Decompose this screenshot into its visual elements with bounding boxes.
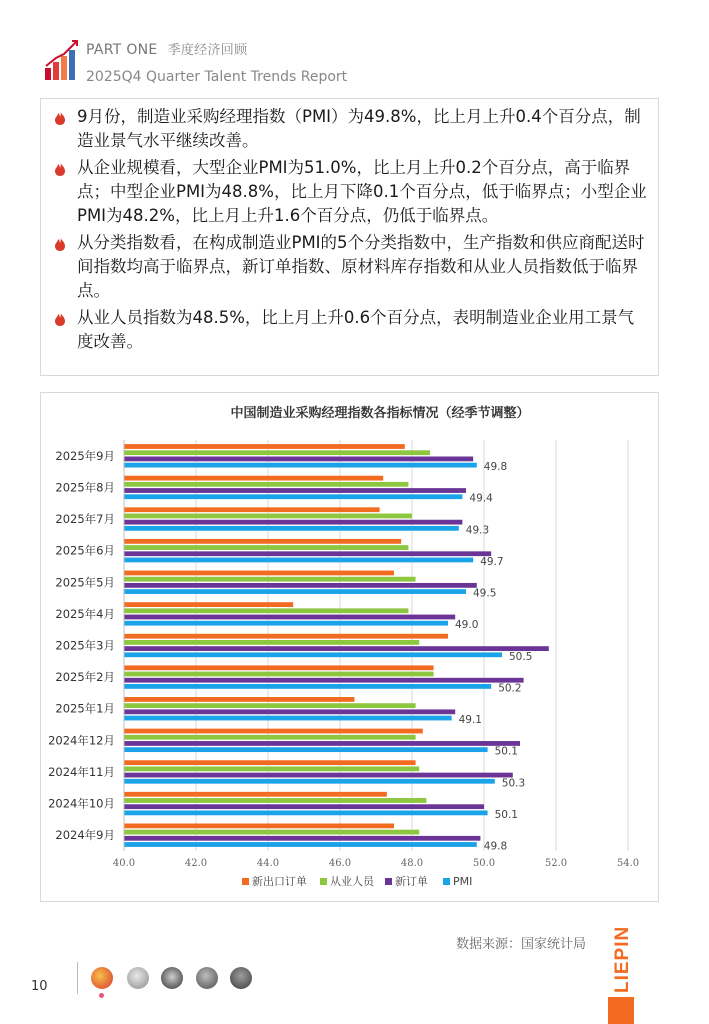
category-label: 2025年3月 (55, 638, 115, 653)
x-tick-label: 50.0 (472, 858, 496, 869)
x-tick-label: 42.0 (184, 858, 208, 869)
bar-PMI (124, 684, 491, 689)
bar-从业人员 (124, 672, 434, 677)
page-number: 10 (31, 979, 48, 994)
category-label: 2025年9月 (55, 448, 115, 463)
bar-新订单 (124, 457, 473, 462)
summary-box (40, 98, 659, 376)
bar-PMI (124, 652, 502, 657)
flame-icon (53, 110, 67, 126)
pmi-data-label: 50.2 (498, 682, 522, 695)
pmi-data-label: 49.1 (458, 714, 482, 727)
bar-新订单 (124, 646, 549, 651)
bar-新订单 (124, 804, 484, 809)
avatar-icon[interactable] (196, 967, 218, 989)
legend-label: 新出口订单 (252, 875, 307, 888)
bar-新订单 (124, 551, 491, 556)
summary-item (51, 231, 650, 303)
bar-新出口订单 (124, 697, 354, 702)
summary-item (51, 105, 650, 153)
category-label: 2024年12月 (48, 733, 115, 748)
category-label: 2025年4月 (55, 606, 115, 621)
header-report-title: 2025Q4 Quarter Talent Trends Report (86, 69, 348, 85)
bar-新出口订单 (124, 665, 434, 670)
pmi-data-label: 49.7 (480, 555, 504, 568)
bar-从业人员 (124, 514, 412, 519)
bar-PMI (124, 810, 488, 815)
bar-PMI (124, 779, 495, 784)
category-label: 2024年11月 (48, 764, 115, 779)
report-logo-icon (44, 38, 78, 82)
x-tick-label: 40.0 (112, 858, 136, 869)
bar-新出口订单 (124, 823, 394, 828)
bar-从业人员 (124, 482, 408, 487)
legend-swatch (320, 878, 327, 885)
category-label: 2025年6月 (55, 543, 115, 558)
bar-新出口订单 (124, 760, 416, 765)
legend-swatch (443, 878, 450, 885)
bar-从业人员 (124, 608, 408, 613)
summary-text: 9月份，制造业采购经理指数（PMI）为49.8%，比上月上升0.4个百分点，制造业景气水平继续改善。 (77, 107, 641, 150)
avatar-icon[interactable] (230, 967, 252, 989)
pmi-data-label: 50.3 (501, 777, 526, 790)
bar-从业人员 (124, 735, 416, 740)
bar-PMI (124, 526, 459, 531)
x-tick-label: 48.0 (400, 858, 424, 869)
bar-新出口订单 (124, 792, 387, 797)
pmi-data-label: 49.0 (455, 619, 479, 632)
category-label: 2024年10月 (48, 796, 115, 811)
pmi-data-label: 49.5 (473, 587, 497, 600)
bar-PMI (124, 463, 477, 468)
bar-新订单 (124, 836, 480, 841)
brand-logo (608, 905, 634, 1024)
bar-从业人员 (124, 640, 419, 645)
avatar-icon[interactable] (161, 967, 183, 989)
bar-PMI (124, 558, 473, 563)
category-label: 2024年9月 (55, 828, 115, 843)
bar-PMI (124, 842, 477, 847)
pmi-data-label: 49.8 (483, 461, 508, 474)
category-label: 2025年5月 (55, 575, 115, 590)
x-tick-label: 44.0 (256, 858, 280, 869)
bar-从业人员 (124, 703, 416, 708)
bar-新订单 (124, 773, 513, 778)
summary-list (41, 99, 658, 354)
legend-swatch (385, 878, 392, 885)
bar-PMI (124, 589, 466, 594)
flame-icon (53, 161, 67, 177)
bar-PMI (124, 747, 488, 752)
bar-PMI (124, 716, 452, 721)
bar-新订单 (124, 583, 477, 588)
bar-新出口订单 (124, 634, 448, 639)
bar-新订单 (124, 741, 520, 746)
bar-新出口订单 (124, 539, 401, 544)
pmi-data-label: 49.4 (469, 492, 493, 505)
summary-text: 从业人员指数为48.5%，比上月上升0.6个百分点，表明制造业企业用工景气度改善。 (77, 308, 635, 351)
bar-新出口订单 (124, 602, 293, 607)
legend-label: 从业人员 (330, 875, 374, 888)
bar-PMI (124, 494, 462, 499)
legend-label: 新订单 (395, 875, 428, 888)
x-tick-label: 54.0 (616, 858, 640, 869)
header-part-label: PART ONE (86, 42, 158, 58)
pmi-bar-chart (41, 393, 660, 903)
pmi-data-label: 49.3 (465, 524, 490, 537)
bar-新出口订单 (124, 444, 405, 449)
bar-新出口订单 (124, 571, 394, 576)
footer-divider (77, 962, 78, 994)
bar-新订单 (124, 678, 524, 683)
category-label: 2025年2月 (55, 670, 115, 685)
header-section: 季度经济回顾 (167, 43, 248, 58)
category-label: 2025年8月 (55, 480, 115, 495)
avatar-icon[interactable] (127, 967, 149, 989)
flame-icon (53, 236, 67, 252)
brand-logo-text: LIEPIN (612, 925, 633, 993)
legend-swatch (242, 878, 249, 885)
category-label: 2025年1月 (55, 701, 115, 716)
bar-从业人员 (124, 545, 408, 550)
data-source: 数据来源：国家统计局 (456, 937, 587, 952)
pmi-data-label: 50.1 (494, 745, 518, 758)
bar-新订单 (124, 520, 462, 525)
bar-新出口订单 (124, 729, 423, 734)
avatar-icon[interactable] (91, 967, 113, 989)
summary-item (51, 306, 650, 354)
bar-从业人员 (124, 766, 419, 771)
pmi-data-label: 49.8 (483, 840, 508, 853)
active-page-dot (99, 993, 104, 998)
bar-新出口订单 (124, 476, 383, 481)
chart-container (40, 392, 659, 902)
category-label: 2025年7月 (55, 512, 115, 527)
header-part (86, 39, 247, 58)
bar-新出口订单 (124, 507, 380, 512)
summary-item (51, 156, 650, 228)
chart-title: 中国制造业采购经理指数各指标情况（经季节调整） (230, 406, 530, 421)
pmi-data-label: 50.1 (494, 808, 518, 821)
bar-从业人员 (124, 577, 416, 582)
x-tick-label: 46.0 (328, 858, 352, 869)
bar-从业人员 (124, 798, 426, 803)
bar-新订单 (124, 709, 455, 714)
bar-从业人员 (124, 830, 419, 835)
flame-icon (53, 311, 67, 327)
legend-label: PMI (453, 875, 473, 888)
summary-text: 从企业规模看，大型企业PMI为51.0%，比上月上升0.2个百分点，高于临界点；中型企业PMI为48.8%，比上月下降0.1个百分点，低于临界点；小型企业PMI为48.2%，比上月上升1.6个百分点，仍低于临界点。 (77, 158, 647, 225)
bar-新订单 (124, 615, 455, 620)
pmi-data-label: 50.5 (509, 650, 533, 663)
x-tick-label: 52.0 (544, 858, 568, 869)
bar-新订单 (124, 488, 466, 493)
summary-text: 从分类指数看，在构成制造业PMI的5个分类指数中，生产指数和供应商配送时间指数均高于临界点，新订单指数、原材料库存指数和从业人员指数低于临界点。 (77, 233, 645, 300)
bar-从业人员 (124, 450, 430, 455)
bar-PMI (124, 621, 448, 626)
